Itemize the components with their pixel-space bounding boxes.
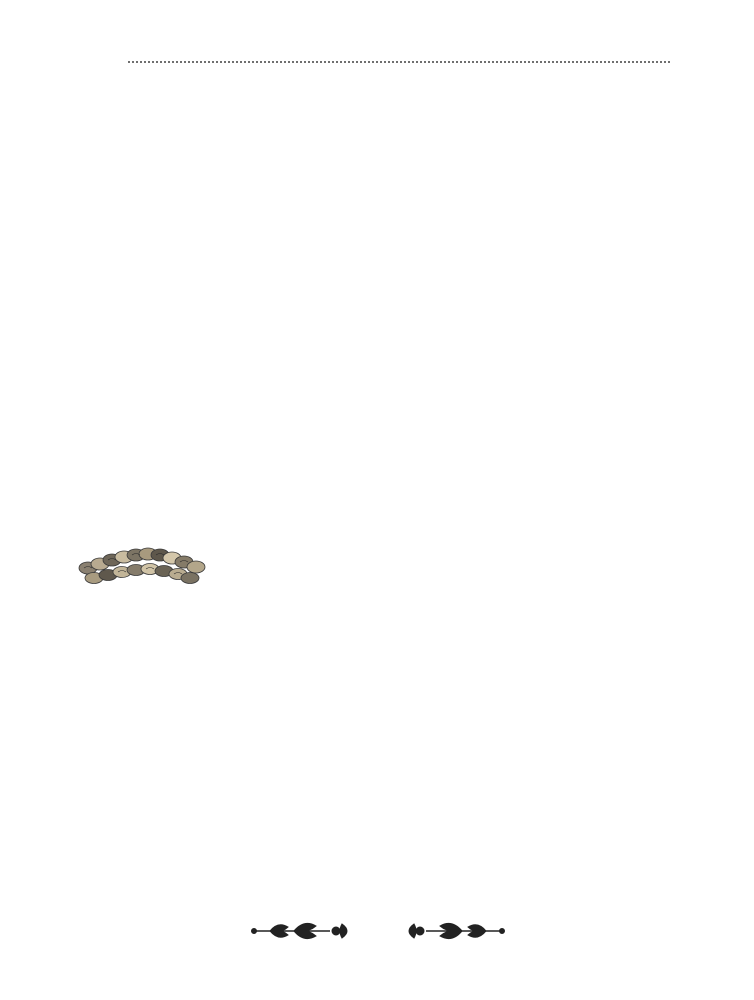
section-title <box>342 507 412 536</box>
right-flourish-ornament-icon <box>396 916 506 946</box>
ankle-bones-illustration-icon <box>70 538 210 586</box>
section-heading <box>0 507 754 536</box>
left-flourish-ornament-icon <box>250 916 360 946</box>
running-header <box>100 52 670 72</box>
header-dotted-rule <box>128 61 670 63</box>
